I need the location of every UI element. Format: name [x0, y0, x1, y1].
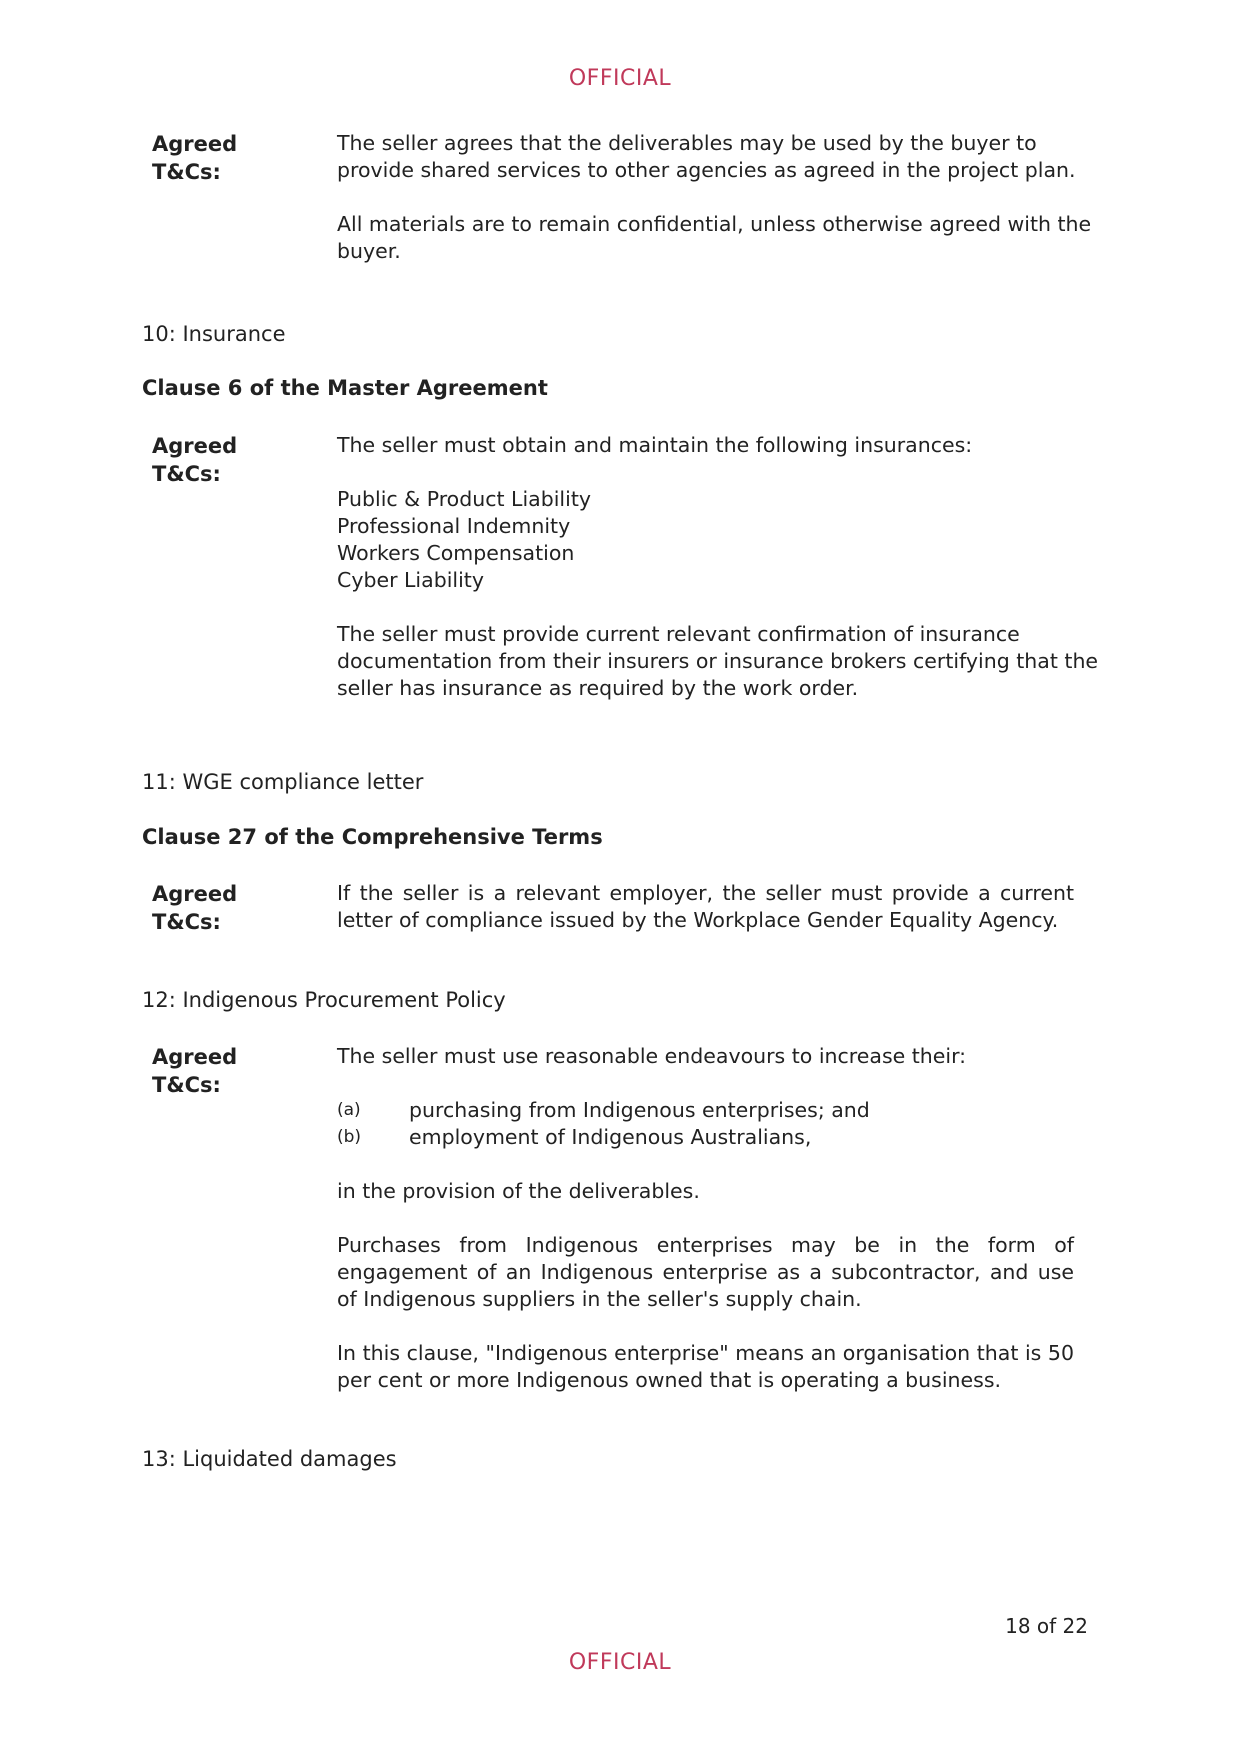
- indigenous-list: [337, 1097, 1074, 1151]
- paragraph: The seller must obtain and maintain the following insurances:: [337, 433, 973, 457]
- paragraph: The seller must provide current relevant confirmation of insurance documentation from their insurers or insurance brokers certifying that the seller has insurance as required by the work order.: [337, 622, 1099, 700]
- page-number: 18 of 22: [1005, 1614, 1088, 1638]
- section-title-liquidated-damages: 13: Liquidated damages: [142, 1447, 397, 1471]
- paragraph: Purchases from Indigenous enterprises may be in the form of engagement of an Indigenous enterprise as a subcontractor, and use of Indigenous suppliers in the seller's supply chain.: [337, 1233, 1074, 1311]
- section-title-wge: 11: WGE compliance letter: [142, 770, 424, 794]
- insurance-list: [337, 486, 1107, 594]
- list-marker: (b): [337, 1127, 362, 1147]
- classification-header: OFFICIAL: [568, 66, 672, 91]
- classification-footer: OFFICIAL: [568, 1650, 672, 1675]
- list-item-text: employment of Indigenous Australians,: [409, 1125, 812, 1149]
- clause-title-master-agreement: Clause 6 of the Master Agreement: [142, 376, 548, 400]
- list-item-text: purchasing from Indigenous enterprises; and: [409, 1098, 870, 1122]
- paragraph: In this clause, "Indigenous enterprise" means an organisation that is 50 per cent or more Indigenous owned that is operating a business.: [337, 1341, 1074, 1392]
- paragraph: If the seller is a relevant employer, the seller must provide a current letter of compliance issued by the Workplace Gender Equality Agency.: [337, 881, 1074, 932]
- paragraph: All materials are to remain confidential, unless otherwise agreed with the buyer.: [337, 212, 1092, 263]
- list-item: Public & Product Liability: [337, 487, 591, 511]
- paragraph: in the provision of the deliverables.: [337, 1179, 700, 1203]
- list-marker: (a): [337, 1100, 361, 1120]
- agreed-tcs-label: Agreed T&Cs:: [152, 882, 238, 934]
- agreed-tcs-label: Agreed T&Cs:: [152, 434, 238, 486]
- list-item: Workers Compensation: [337, 541, 575, 565]
- list-item: Cyber Liability: [337, 568, 484, 592]
- agreed-tcs-label: Agreed T&Cs:: [152, 132, 238, 184]
- list-item: [337, 1097, 1074, 1124]
- list-item: [337, 1124, 1074, 1151]
- paragraph: The seller agrees that the deliverables may be used by the buyer to provide shared services to other agencies as agreed in the project plan.: [337, 131, 1076, 182]
- clause-title-comprehensive-terms: Clause 27 of the Comprehensive Terms: [142, 825, 603, 849]
- section-title-insurance: 10: Insurance: [142, 322, 286, 346]
- section-title-indigenous: 12: Indigenous Procurement Policy: [142, 988, 506, 1012]
- paragraph: The seller must use reasonable endeavours to increase their:: [337, 1044, 967, 1068]
- agreed-tcs-label: Agreed T&Cs:: [152, 1045, 238, 1097]
- list-item: Professional Indemnity: [337, 514, 571, 538]
